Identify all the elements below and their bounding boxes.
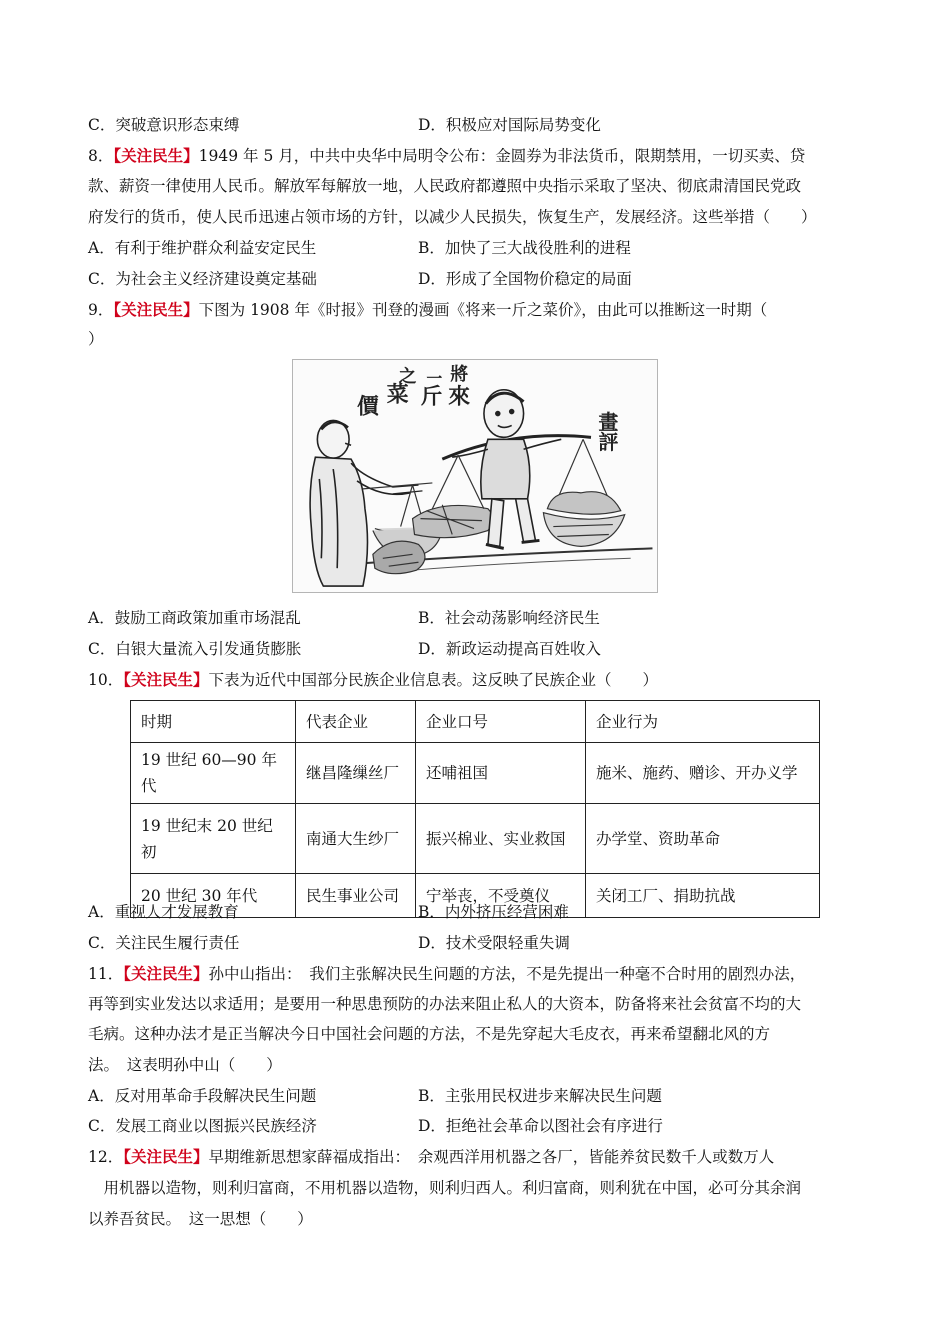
- q10-tag: 【关注民生】: [123, 670, 209, 689]
- table-cell: 19 世纪末 20 世纪初: [131, 804, 296, 874]
- q12-number: 12．: [88, 1148, 124, 1166]
- q11-stem-line-2: 再等到实业发达以求适用；是要用一种思患预防的办法来阻止私人的大资本，防备将来社会贫富不均的大: [88, 995, 802, 1013]
- q11-stem-line-4: 法。 这表明孙中山（ ）: [88, 1056, 282, 1074]
- cartoon-title-char-6: 菜: [386, 382, 409, 408]
- cartoon-title-char-7: 價: [357, 394, 379, 420]
- table-header-cell: 企业行为: [586, 701, 820, 743]
- table-header-row: [131, 701, 820, 743]
- q11-stem-line-3: 毛病。这种办法才是正当解决今日中国社会问题的方法，不是先穿起大毛皮衣，再来希望翻北风的方: [88, 1025, 771, 1043]
- q11-number: 11．: [88, 965, 124, 983]
- table-cell: 19 世纪 60—90 年代: [131, 743, 296, 804]
- table-cell: 宁举丧，不受奠仪: [416, 874, 586, 918]
- q9-option-d: D．新政运动提高百姓收入: [418, 640, 601, 658]
- table-row: [131, 804, 820, 874]
- q8-stem-line-3: 府发行的货币，使人民币迅速占领市场的方针，以减少人民损失，恢复生产，发展经济。这些举措（ ）: [88, 208, 817, 226]
- q11-option-a: A．反对用革命手段解决民生问题: [88, 1087, 317, 1105]
- q8-tag: 【关注民生】: [113, 146, 199, 165]
- table-cell: 施米、施药、赠诊、开办义学: [586, 743, 820, 804]
- table-header-cell: 企业口号: [416, 701, 586, 743]
- q9-option-a: A．鼓励工商政策加重市场混乱: [88, 609, 301, 627]
- q11-option-d: D．拒绝社会革命以图社会有序进行: [418, 1117, 663, 1135]
- cartoon-signature: 畫評: [594, 411, 619, 452]
- q8-option-b: B．加快了三大战役胜利的进程: [418, 239, 631, 257]
- enterprise-info-table: [130, 700, 820, 918]
- cartoon-title-char-5: 之: [398, 365, 417, 387]
- q12-stem-line-3: 以养吾贫民。 这一思想（ ）: [88, 1210, 313, 1228]
- q8-option-a: A．有利于维护群众利益安定民生: [88, 239, 317, 257]
- q8-number: 8．: [88, 147, 114, 165]
- cartoon-drawing: [293, 360, 657, 592]
- q8-text-1: 1949 年 5 月，中共中央华中局明令公布：金圆券为非法货币，限期禁用，一切买卖、贷: [198, 147, 806, 165]
- cartoon-title-char-1: 將: [450, 363, 469, 385]
- q10-option-d: D．技术受限轻重失调: [418, 934, 570, 952]
- cartoon-image: [292, 359, 658, 593]
- table-row: [131, 743, 820, 804]
- table-cell: 南通大生纱厂: [296, 804, 416, 874]
- table-header-cell: 代表企业: [296, 701, 416, 743]
- q8-stem-line-1: [88, 145, 805, 167]
- q10-option-b: B．内外挤压经营困难: [418, 903, 569, 921]
- table-cell: 还哺祖国: [416, 743, 586, 804]
- q8-stem-line-2: 款、薪资一律使用人民币。解放军每解放一地，人民政府都遵照中央指示采取了坚决、彻底肃清国民党政: [88, 177, 802, 195]
- cartoon-title-char-3: 一: [426, 368, 443, 388]
- q9-option-c: C．白银大量流入引发通货膨胀: [88, 640, 302, 658]
- q11-stem-line-1: [88, 963, 805, 985]
- q12-tag: 【关注民生】: [123, 1147, 209, 1166]
- q10-text-1: 下表为近代中国部分民族企业信息表。这反映了民族企业（ ）: [208, 671, 659, 689]
- table-cell: 办学堂、资助革命: [586, 804, 820, 874]
- q11-option-b: B．主张用民权进步来解决民生问题: [418, 1087, 662, 1105]
- q12-stem-line-2: 用机器以造物，则利归富商，不用机器以造物，则利归西人。利归富商，则利犹在中国，必可分其余润: [88, 1179, 802, 1197]
- q9-tag: 【关注民生】: [113, 300, 199, 319]
- q11-text-1: 孙中山指出： 我们主张解决民生问题的方法，不是先提出一种毫不合时用的剧烈办法，: [208, 965, 806, 983]
- q10-option-c: C．关注民生履行责任: [88, 934, 240, 952]
- q11-tag: 【关注民生】: [123, 964, 209, 983]
- q10-number: 10．: [88, 671, 124, 689]
- q9-stem-line-2: ）: [88, 330, 104, 348]
- table-cell: 民生事业公司: [296, 874, 416, 918]
- q12-stem-line-1: [88, 1146, 774, 1168]
- cartoon-title-char-2: 來: [448, 384, 471, 410]
- q12-text-1: 早期维新思想家薛福成指出： 余观西洋用机器之各厂，皆能养贫民数千人或数万人: [208, 1148, 775, 1166]
- q9-stem-line-1: [88, 299, 767, 321]
- q9-option-b: B．社会动荡影响经济民生: [418, 609, 600, 627]
- table-header-cell: 时期: [131, 701, 296, 743]
- q7-option-d: D．积极应对国际局势变化: [418, 116, 601, 134]
- table-cell: 振兴棉业、实业救国: [416, 804, 586, 874]
- table-cell: 继昌隆缫丝厂: [296, 743, 416, 804]
- q10-stem-line-1: [88, 669, 658, 691]
- q7-option-c: C．突破意识形态束缚: [88, 116, 240, 134]
- q8-option-d: D．形成了全国物价稳定的局面: [418, 270, 632, 288]
- cartoon-title-char-4: 斤: [420, 384, 443, 410]
- table-cell: 关闭工厂、捐助抗战: [586, 874, 820, 918]
- q11-option-c: C．发展工商业以图振兴民族经济: [88, 1117, 317, 1135]
- q8-option-c: C．为社会主义经济建设奠定基础: [88, 270, 317, 288]
- q9-number: 9．: [88, 301, 114, 319]
- q10-option-a: A．重视人才发展教育: [88, 903, 239, 921]
- table-cell: 20 世纪 30 年代: [131, 874, 296, 918]
- q9-text-1: 下图为 1908 年《时报》刊登的漫画《将来一斤之菜价》，由此可以推断这一时期（: [198, 301, 768, 319]
